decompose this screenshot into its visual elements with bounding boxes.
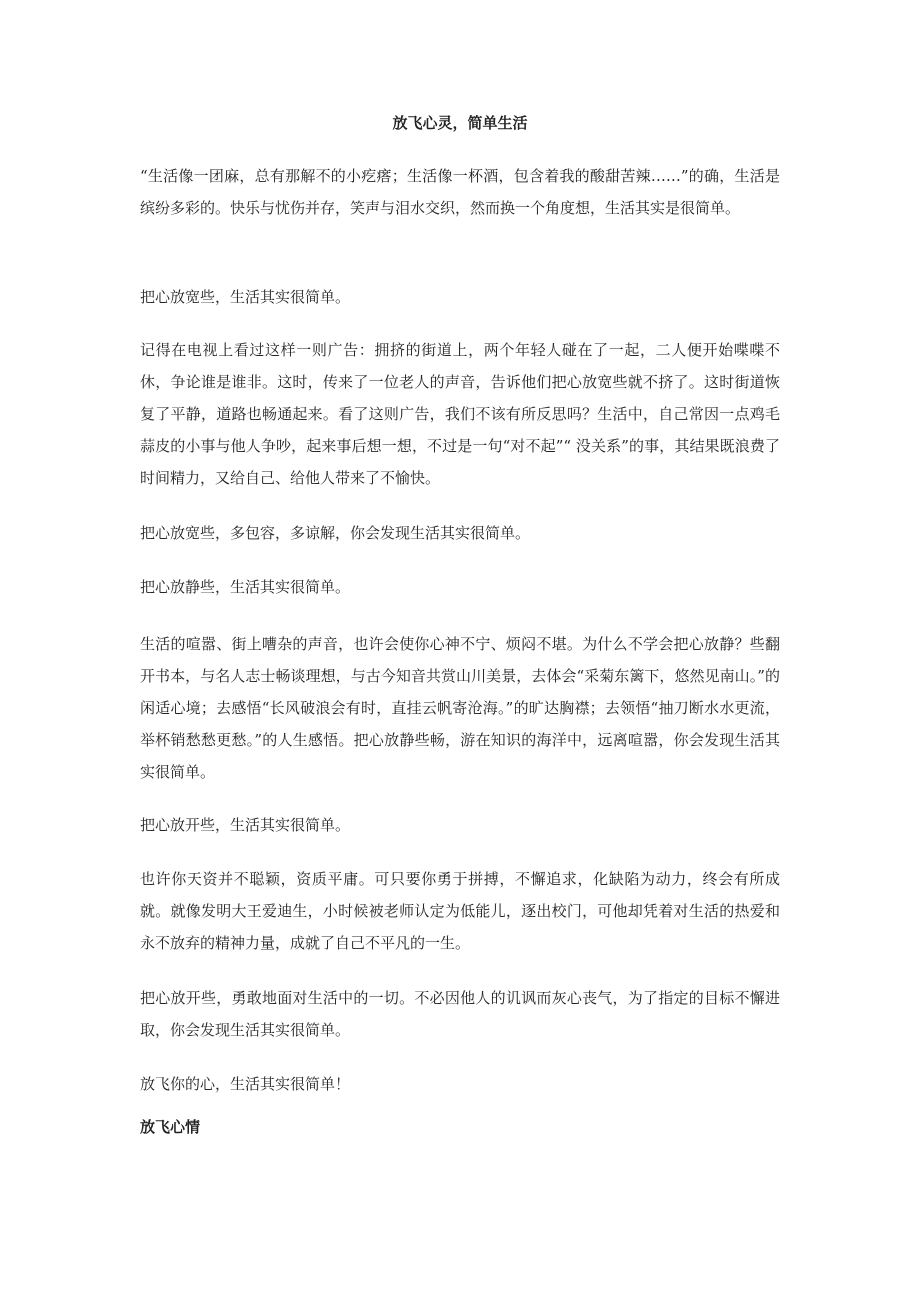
subheading: 放飞心情: [140, 1118, 201, 1136]
paragraph-conclusion: 放飞你的心，生活其实很简单！: [140, 1075, 351, 1093]
paragraph-widen-summary: 把心放宽些，多包容，多谅解，你会发现生活其实很简单。: [140, 524, 531, 542]
paragraph-heading-calm: 把心放静些，生活其实很简单。: [140, 578, 351, 596]
paragraph-edison: 也许你天资并不聪颖，资质平庸。可只要你勇于拼搏，不懈追求，化缺陷为动力，终会有所成就。就像发明大王爱迪生，小时候被老师认定为低能儿，逐出校门，可他却凭着对生活的热爱和永不放弃的精神力量，成就了自己不平凡的一生。: [140, 870, 780, 952]
paragraph-intro: “生活像一团麻，总有那解不的小疙瘩；生活像一杯酒，包含着我的酸甜苦辣……”的确，生活是缤纷多彩的。快乐与忧伤并存，笑声与泪水交织，然而换一个角度想，生活其实是很简单。: [140, 167, 780, 217]
paragraph-heading-widen: 把心放宽些，生活其实很简单。: [140, 288, 351, 306]
paragraph-open-summary: 把心放开些，勇敢地面对生活中的一切。不必因他人的讥讽而灰心丧气，为了指定的目标不懈进取，你会发现生活其实很简单。: [140, 989, 780, 1039]
paragraph-ad-story: 记得在电视上看过这样一则广告：拥挤的街道上，两个年轻人碰在了一起，二人便开始喋喋不休，争论谁是谁非。这时，传来了一位老人的声音，告诉他们把心放宽些就不挤了。这时街道恢复了平静，道路也畅通起来。看了这则广告，我们不该有所反思吗？生活中，自己常因一点鸡毛蒜皮的小事与他人争吵，起来事后想一想，不过是一句“对不起”“ 没关系”的事，其结果既浪费了时间精力，又给自己、给他人带来了不愉快。: [140, 341, 780, 487]
paragraph-calm-reading: 生活的喧嚣、街上嘈杂的声音，也许会使你心神不宁、烦闷不堪。为什么不学会把心放静？些翻开书本，与名人志士畅谈理想，与古今知音共赏山川美景，去体会“采菊东篱下，悠然见南山。”的闲适心境；去感悟“长风破浪会有时，直挂云帆寄沧海。”的旷达胸襟；去领悟“抽刀断水水更流，举杯销愁愁更愁。”的人生感悟。把心放静些畅，游在知识的海洋中，远离喧嚣，你会发现生活其实很简单。: [140, 635, 780, 781]
paragraph-heading-open: 把心放开些，生活其实很简单。: [140, 816, 351, 834]
document-title: 放飞心灵，简单生活: [392, 114, 528, 132]
